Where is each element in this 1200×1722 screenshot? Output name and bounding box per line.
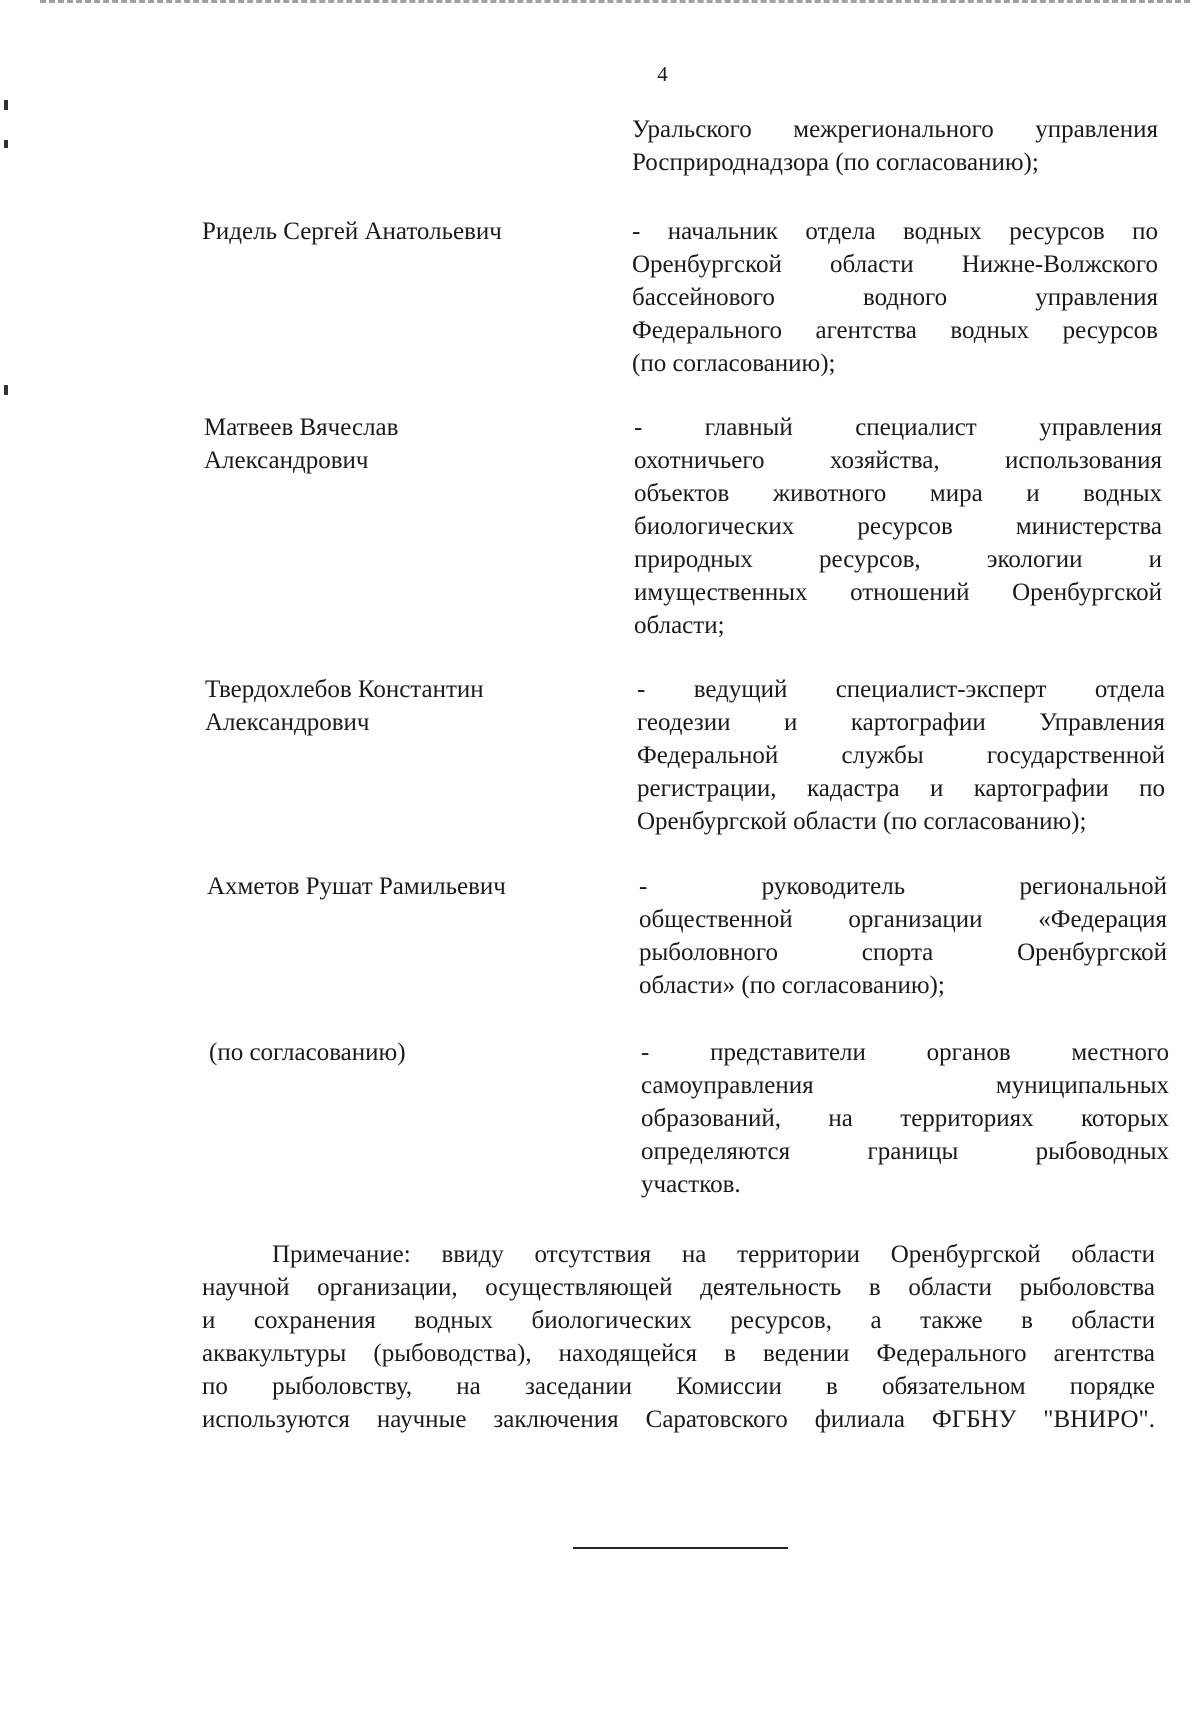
member-description xyxy=(639,870,1167,1002)
scan-left-mark xyxy=(4,385,8,395)
description-line: - представители органов местного xyxy=(641,1039,1169,1066)
description-line: области» (по согласованию); xyxy=(639,972,945,999)
description-line: рыболовного спорта Оренбургской xyxy=(639,939,1167,966)
note-line: по рыболовству, на заседании Комиссии в обязательном порядке xyxy=(202,1373,1155,1400)
member-name: Ридель Сергей Анатольевич xyxy=(202,218,502,245)
description-line: бассейнового водного управления xyxy=(632,284,1158,311)
description-line: Уральского межрегионального управления xyxy=(632,116,1158,143)
description-line: Федеральной службы государственной xyxy=(637,742,1165,769)
scan-top-edge xyxy=(40,0,1190,6)
description-line: геодезии и картографии Управления xyxy=(637,709,1165,736)
description-line: Оренбургской области (по согласованию); xyxy=(637,808,1087,835)
description-line: регистрации, кадастра и картографии по xyxy=(637,775,1165,802)
description-line: - руководитель региональной xyxy=(639,873,1167,900)
note-line: аквакультуры (рыбоводства), находящейся в ведении Федерального агентства xyxy=(202,1340,1155,1367)
member-name: Матвеев Вячеслав Александрович xyxy=(204,414,399,474)
description-line: имущественных отношений Оренбургской xyxy=(634,579,1162,606)
description-line: природных ресурсов, экологии и xyxy=(634,546,1162,573)
member-description xyxy=(634,411,1162,642)
member-name: (по согласованию) xyxy=(209,1039,406,1066)
closing-rule xyxy=(573,1547,788,1549)
member-name: Твердохлебов Константин Александрович xyxy=(205,676,484,736)
description-line: Федерального агентства водных ресурсов xyxy=(632,317,1158,344)
description-line: определяются границы рыбоводных xyxy=(641,1138,1169,1165)
member-description xyxy=(641,1036,1169,1201)
note-line: научной организации, осуществляющей деятельность в области рыболовства xyxy=(202,1274,1155,1301)
description-line: Росприроднадзора (по согласованию); xyxy=(632,149,1039,176)
description-line: общественной организации «Федерация xyxy=(639,906,1167,933)
member-description xyxy=(632,215,1158,380)
description-line: биологических ресурсов министерства xyxy=(634,513,1162,540)
description-line: участков. xyxy=(641,1171,741,1198)
description-line: - начальник отдела водных ресурсов по xyxy=(632,218,1158,245)
description-line: охотничьего хозяйства, использования xyxy=(634,447,1162,474)
member-description xyxy=(637,673,1165,838)
note-paragraph xyxy=(202,1238,1155,1436)
member-name: Ахметов Рушат Рамильевич xyxy=(207,873,506,900)
intro-description xyxy=(632,113,1158,179)
scan-left-mark xyxy=(4,100,8,110)
note-line: и сохранения водных биологических ресурсов, а также в области xyxy=(202,1307,1155,1334)
note-line: используются научные заключения Саратовского филиала ФГБНУ "ВНИРО". xyxy=(202,1406,1155,1433)
description-line: - ведущий специалист-эксперт отдела xyxy=(637,676,1165,703)
description-line: образований, на территориях которых xyxy=(641,1105,1169,1132)
note-line: Примечание: ввиду отсутствия на территории Оренбургской области xyxy=(272,1241,1155,1268)
description-line: объектов животного мира и водных xyxy=(634,480,1162,507)
description-line: (по согласованию); xyxy=(632,350,836,377)
description-line: самоуправления муниципальных xyxy=(641,1072,1169,1099)
page-number: 4 xyxy=(657,62,668,86)
description-line: Оренбургской области Нижне-Волжского xyxy=(632,251,1158,278)
description-line: области; xyxy=(634,612,725,639)
scan-left-mark xyxy=(4,140,8,148)
description-line: - главный специалист управления xyxy=(634,414,1162,441)
